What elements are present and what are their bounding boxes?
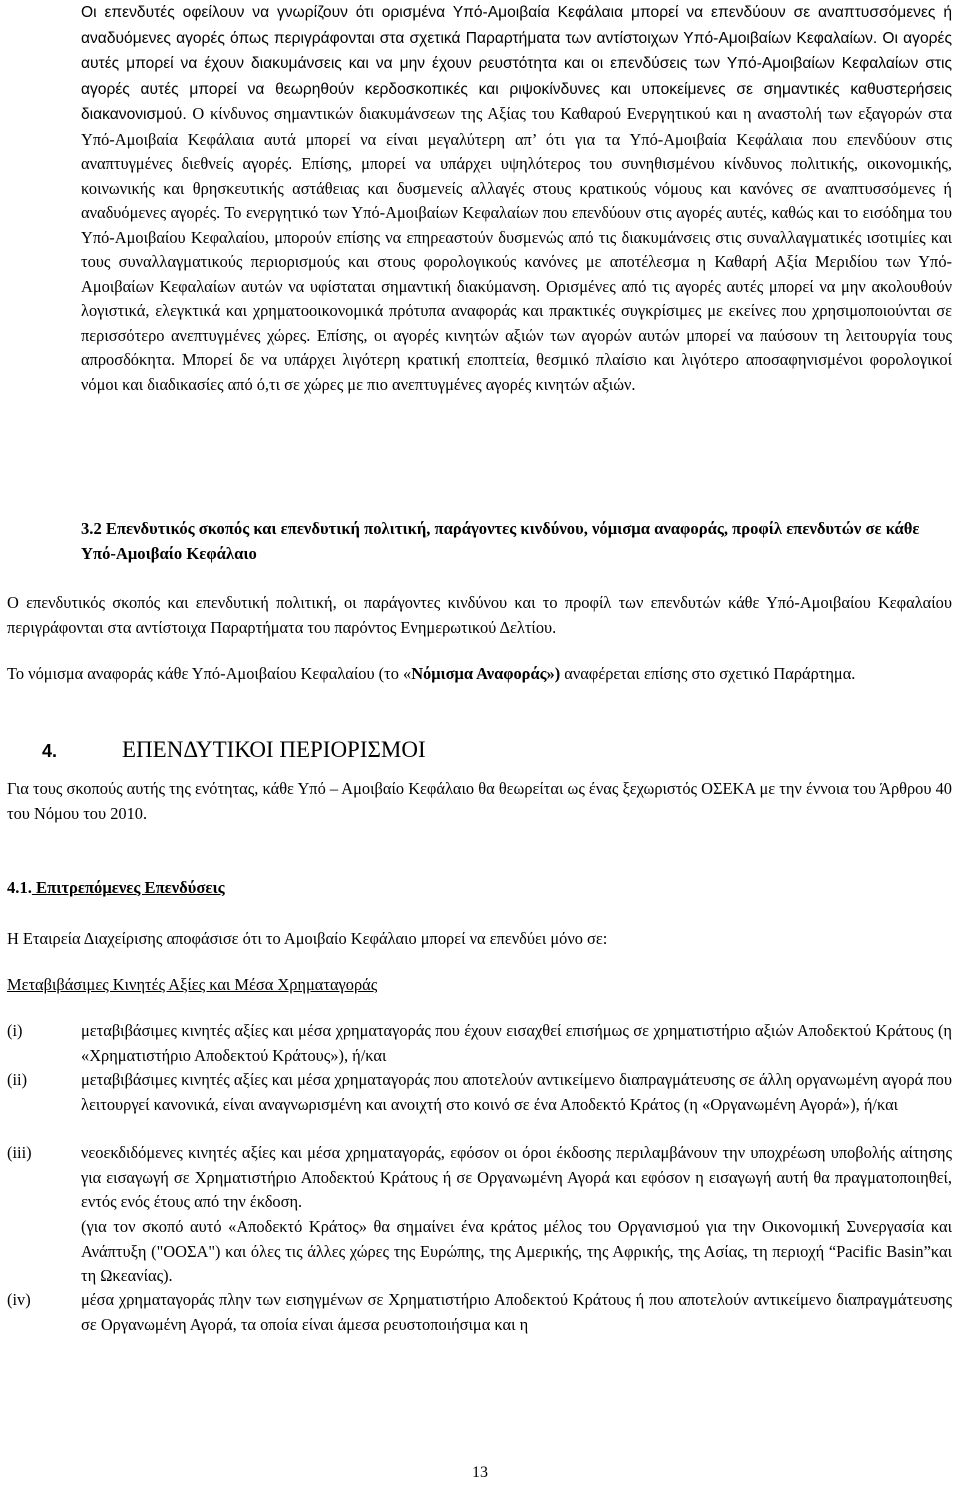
section-4-number: 4.	[42, 741, 58, 761]
continuation-paragraph	[81, 0, 952, 397]
item-label-ii: (ii)	[7, 1070, 28, 1089]
item-label-iii: (iii)	[7, 1143, 32, 1162]
section-4-1-number: 4.1.	[7, 878, 32, 897]
section-4-1-heading	[7, 876, 952, 901]
item-label-i: (i)	[7, 1021, 23, 1040]
item-text-iii: νεοεκδιδόμενες κινητές αξίες και μέσα χρηματαγοράς, εφόσον οι όροι έκδοσης περιλαμβάνουν την υποχρέωση υποβολής αίτησης για εισαγωγή σε Χρηματιστήριο Αποδεκτού Κράτους ή σε Οργανωμένη Αγορά και εφόσον η εισαγωγή αυτή θα πραγματοποιηθεί, εντός ενός έτους από την έκδοση.	[81, 1143, 952, 1211]
section-3-2-paragraph-2	[7, 662, 952, 687]
item-label-iv: (iv)	[7, 1290, 31, 1309]
reference-currency-text-start: Το νόμισμα αναφοράς κάθε Υπό-Αμοιβαίου Κεφαλαίου (το «	[7, 664, 412, 683]
section-3-2-title: Επενδυτικός σκοπός και επενδυτική πολιτική, παράγοντες κινδύνου, νόμισμα αναφοράς, προφίλ επενδυτών σε κάθε Υπό-Αμοιβαίο Κεφάλαιο	[81, 519, 920, 563]
section-4-heading	[42, 736, 952, 765]
section-3-2-heading	[81, 517, 952, 566]
section-4-1-title: Επιτρεπόμενες Επενδύσεις	[31, 878, 225, 897]
item-text-iv: μέσα χρηματαγοράς πλην των εισηγμένων σε Χρηματιστήριο Αποδεκτού Κράτους ή που αποτελούν αντικείμενο διαπραγμάτευσης σε Οργανωμένη Αγορά, τα οποία είναι άμεσα ρευστοποιήσιμα και η	[81, 1290, 952, 1334]
transferable-securities-subheading: Μεταβιβάσιμες Κινητές Αξίες και Μέσα Χρηματαγοράς	[7, 975, 378, 994]
item-note-accepted-state: (για τον σκοπό αυτό «Αποδεκτό Κράτος» θα σημαίνει ένα κράτος μέλος του Οργανισμού για την Οικονομική Συνεργασία και Ανάπτυξη ("ΟΟΣΑ") και όλες τις άλλες χώρες της Ευρώπης, της Αμερικής, της Αφρικής, της Ασίας, τη περιοχή “Pacific Basin”και τη Ωκεανίας).	[81, 1217, 952, 1285]
item-text-i: μεταβιβάσιμες κινητές αξίες και μέσα χρηματαγοράς που έχουν εισαχθεί επισήμως σε χρηματιστήριο αξιών Αποδεκτού Κράτους (η «Χρηματιστήριο Αποδεκτού Κράτους»), ή/και	[81, 1021, 952, 1065]
section-4-title: ΕΠΕΝΔΥΤΙΚΟΙ ΠΕΡΙΟΡΙΣΜΟΙ	[122, 737, 426, 762]
continuation-sans-text: Οι επενδυτές οφείλουν να γνωρίζουν ότι ορισμένα Υπό-Αμοιβαία Κεφάλαια μπορεί να επενδύουν σε αναπτυσσόμενες ή αναδυόμενες αγορές όπως περιγράφονται στα σχετικά Παραρτήματα των αντίστοιχων Υπό-Αμοιβαίων Κεφαλαίων. Οι αγορές αυτές μπορεί να έχουν διακυμάνσεις και να μην έχουν ρευστότητα και οι επενδύσεις των Υπό-Αμοιβαίων Κεφαλαίων στις αγορές αυτές μπορεί να θεωρηθούν κερδοσκοπικές και ριψοκίνδυνες και υποκείμενες σε σημαντικές καθυστερήσεις διακανονισμού.	[81, 4, 952, 123]
section-4-1-intro: Η Εταιρεία Διαχείρισης αποφάσισε ότι το Αμοιβαίο Κεφάλαιο μπορεί να επενδύει μόνο σε:	[7, 929, 608, 948]
page-number: 13	[472, 1464, 488, 1481]
continuation-serif-text: Ο κίνδυνος σημαντικών διακυμάνσεων της Αξίας του Καθαρού Ενεργητικού και η αναστολή των εξαγορών στα Υπό-Αμοιβαία Κεφάλαια αυτά μπορεί να είναι μεγαλύτερη απ’ ότι για τα Υπό-Αμοιβαία Κεφάλαια που επενδύουν στις αναπτυγμένες διεθνείς αγορές. Επίσης, μπορεί να υπάρχει υψηλότερος του συνηθισμένου κίνδυνος πολιτικής, οικονομικής, κοινωνικής και θρησκευτικής αστάθειας και δυσμενείς αλλαγές στους κρατικούς νόμους και κανόνες σε αναπτυσσόμενες ή αναδυόμενες αγορές. Το ενεργητικό των Υπό-Αμοιβαίων Κεφαλαίων που επενδύουν στις αγορές αυτές, καθώς και το εισόδημα του Υπό-Αμοιβαίου Κεφαλαίου, μπορούν επίσης να επηρεαστούν δυσμενώς από τις διακυμάνσεις στις συναλλαγματικές ισοτιμίες και τους συναλλαγματικούς περιορισμούς και στους φορολογικούς κανόνες με αποτέλεσμα η Καθαρή Αξία Μεριδίου των Υπό-Αμοιβαίων Κεφαλαίων αυτών να υφίσταται σημαντική διακύμανση. Ορισμένες από τις αγορές αυτές μπορεί να μην ακολουθούν λογιστικά, ελεγκτικά και χρηματοοικονομικά πρότυπα αναφοράς και πρακτικές συγκρίσιμες με εκείνες που χρησιμοποιούνται σε περισσότερο ανεπτυγμένες χώρες. Επίσης, οι αγορές κινητών αξιών των αγορών αυτών μπορεί να παύσουν τη λειτουργία τους απροσδόκητα. Μπορεί δε να υπάρχει λιγότερη κρατική εποπτεία, θεσμικό πλαίσιο και λιγότερο αποσαφηνισμένοι φορολογικοί νόμοι και διαδικασίες από ό,τι σε χώρες με πιο ανεπτυγμένες αγορές κινητών αξιών.	[81, 104, 952, 394]
item-text-ii: μεταβιβάσιμες κινητές αξίες και μέσα χρηματαγοράς που αποτελούν αντικείμενο διαπραγμάτευσης σε άλλη οργανωμένη αγορά που λειτουργεί κανονικά, είναι αναγνωρισμένη και ανοιχτή στο κοινό σε ένα Αποδεκτό Κράτος (η «Οργανωμένη Αγορά»), ή/και	[81, 1070, 952, 1114]
reference-currency-text-end: αναφέρεται επίσης στο σχετικό Παράρτημα.	[560, 664, 856, 683]
reference-currency-term: Νόμισμα Αναφοράς»)	[411, 664, 561, 683]
section-4-paragraph: Για τους σκοπούς αυτής της ενότητας, κάθε Υπό – Αμοιβαίο Κεφάλαιο θα θεωρείται ως ένας ξεχωριστός ΟΣΕΚΑ με την έννοια του Άρθρου 40 του Νόμου του 2010.	[7, 779, 952, 823]
section-3-2-number: 3.2	[81, 519, 102, 538]
section-3-2-paragraph-1: Ο επενδυτικός σκοπός και επενδυτική πολιτική, οι παράγοντες κινδύνου και το προφίλ των επενδυτών κάθε Υπό-Αμοιβαίου Κεφαλαίου περιγράφονται στα αντίστοιχα Παραρτήματα του παρόντος Ενημερωτικού Δελτίου.	[7, 593, 952, 637]
